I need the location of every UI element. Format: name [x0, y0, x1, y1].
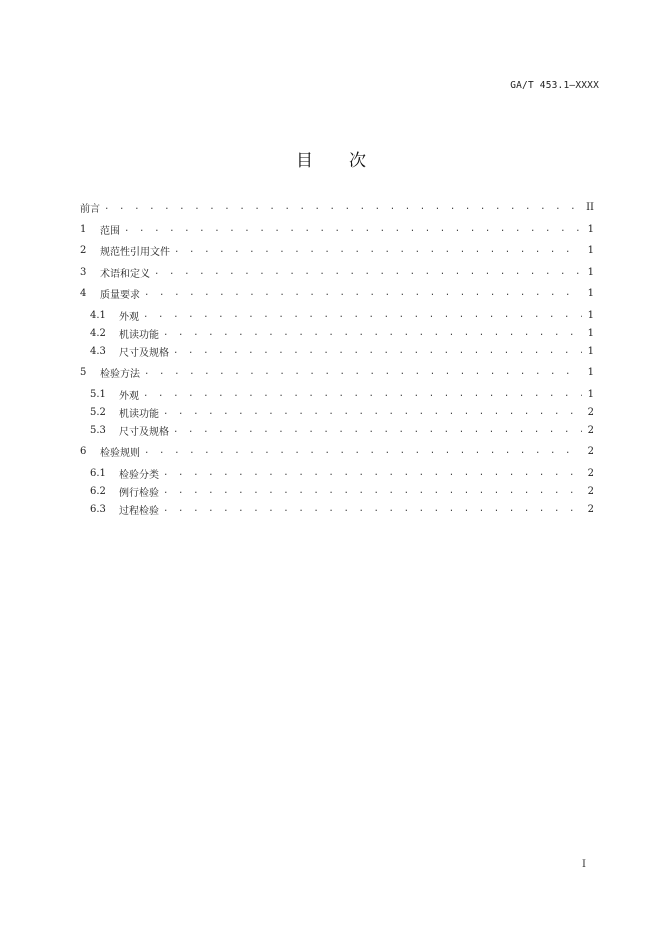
- toc-entry-2[interactable]: [80, 242, 594, 259]
- page-number: I: [582, 859, 586, 870]
- toc-entry-number: 6: [80, 446, 87, 457]
- toc-entry-label: 质量要求: [100, 290, 140, 301]
- toc-entry-page: 1: [587, 345, 594, 357]
- toc-entry-label: 规范性引用文件: [100, 247, 170, 258]
- title-char-2: 次: [349, 151, 366, 171]
- toc-entry-label: 机读功能: [119, 329, 159, 341]
- toc-entry-page: II: [586, 202, 594, 213]
- toc-dot-leader: [173, 343, 582, 360]
- toc-entry-page: 1: [587, 288, 594, 299]
- toc-entry-label: 外观: [119, 311, 139, 323]
- toc-entry-number: 3: [80, 266, 87, 278]
- toc-entry-page: 1: [587, 388, 594, 400]
- page-title: [0, 146, 662, 171]
- toc-entry-number: 5.3: [90, 424, 106, 436]
- toc-entry-number: 5.2: [90, 406, 106, 418]
- toc-dot-leader: [174, 242, 582, 259]
- toc-entry-page: 2: [587, 424, 594, 436]
- table-of-contents: [80, 199, 594, 522]
- toc-dot-leader: [163, 325, 582, 342]
- toc-dot-leader: [144, 443, 582, 460]
- toc-dot-leader: [154, 264, 582, 281]
- toc-entry-4-3[interactable]: [80, 343, 594, 360]
- toc-entry-label: 外观: [119, 390, 139, 402]
- toc-entry-page: 1: [587, 367, 594, 378]
- toc-entry-number: 4.2: [90, 327, 106, 339]
- toc-entry-6-1[interactable]: [80, 465, 594, 482]
- toc-entry-number: 6.3: [90, 503, 106, 515]
- toc-entry-page: 2: [587, 467, 594, 479]
- toc-entry-1[interactable]: [80, 221, 594, 238]
- toc-entry-4-2[interactable]: [80, 325, 594, 342]
- toc-entry-5-3[interactable]: [80, 422, 594, 439]
- toc-entry-page: 1: [587, 245, 594, 256]
- toc-dot-leader: [104, 199, 582, 216]
- toc-dot-leader: [143, 386, 582, 403]
- toc-entry-number: 4.1: [90, 309, 106, 321]
- toc-dot-leader: [163, 404, 582, 421]
- toc-entry-3[interactable]: [80, 264, 594, 281]
- toc-entry-number: 5.1: [90, 388, 106, 400]
- title-char-1: 目: [296, 151, 313, 171]
- toc-entry-page: 1: [587, 223, 594, 235]
- toc-entry-label: 检验方法: [100, 369, 140, 380]
- toc-entry-label: 尺寸及规格: [119, 347, 169, 359]
- toc-dot-leader: [143, 307, 582, 324]
- toc-entry-number: 4: [80, 288, 87, 299]
- document-code: GA/T 453.1—XXXX: [510, 80, 599, 91]
- toc-entry-page: 1: [587, 266, 594, 278]
- toc-entry-6-3[interactable]: [80, 501, 594, 518]
- toc-dot-leader: [124, 221, 582, 238]
- toc-entry-label: 术语和定义: [100, 268, 150, 280]
- toc-entry-6-2[interactable]: [80, 483, 594, 500]
- toc-entry-label: 尺寸及规格: [119, 426, 169, 438]
- toc-entry-label: 检验规则: [100, 448, 140, 459]
- toc-entry-number: 1: [80, 223, 87, 235]
- toc-entry-number: 5: [80, 367, 87, 378]
- toc-entry-label: 过程检验: [119, 505, 159, 517]
- toc-entry-page: 1: [587, 327, 594, 339]
- toc-entry-5[interactable]: [80, 364, 594, 381]
- toc-entry-number: 6.2: [90, 485, 106, 497]
- toc-entry-number: 4.3: [90, 345, 106, 357]
- toc-entry-5-1[interactable]: [80, 386, 594, 403]
- toc-entry-page: 1: [587, 309, 594, 321]
- toc-entry-page: 2: [587, 446, 594, 457]
- toc-entry-page: 2: [587, 406, 594, 418]
- toc-entry-label: 前言: [80, 204, 100, 215]
- toc-entry-number: 6.1: [90, 467, 106, 479]
- toc-dot-leader: [163, 501, 582, 518]
- toc-entry-label: 机读功能: [119, 408, 159, 420]
- toc-entry-page: 2: [587, 503, 594, 515]
- toc-entry-label: 例行检验: [119, 487, 159, 499]
- toc-entry-6[interactable]: [80, 443, 594, 460]
- toc-dot-leader: [144, 285, 582, 302]
- toc-dot-leader: [173, 422, 582, 439]
- toc-entry-page: 2: [587, 485, 594, 497]
- toc-dot-leader: [163, 483, 582, 500]
- toc-dot-leader: [144, 364, 582, 381]
- toc-entry-foreword[interactable]: [80, 199, 594, 216]
- toc-entry-number: 2: [80, 245, 87, 256]
- toc-dot-leader: [163, 465, 582, 482]
- toc-entry-label: 范围: [100, 225, 120, 237]
- toc-entry-4-1[interactable]: [80, 307, 594, 324]
- toc-entry-label: 检验分类: [119, 469, 159, 481]
- toc-entry-5-2[interactable]: [80, 404, 594, 421]
- toc-entry-4[interactable]: [80, 285, 594, 302]
